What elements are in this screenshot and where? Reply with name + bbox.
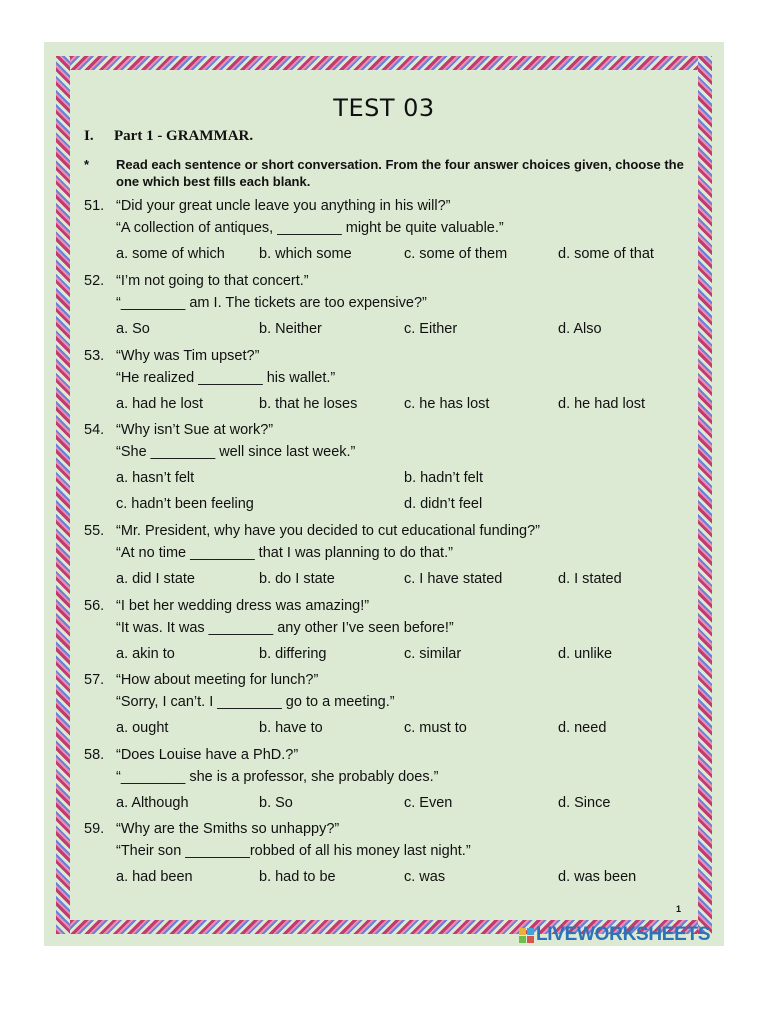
question-response: “He realized ________ his wallet.” bbox=[116, 370, 336, 386]
question-prompt: “Why was Tim upset?” bbox=[116, 348, 260, 364]
question-response: “At no time ________ that I was planning to do that.” bbox=[116, 545, 453, 561]
question-response: “________ am I. The tickets are too expensive?” bbox=[116, 295, 427, 311]
answer-option-b[interactable]: b. that he loses bbox=[259, 396, 358, 412]
question-prompt: “Does Louise have a PhD.?” bbox=[116, 747, 299, 763]
question-number: 51. bbox=[84, 198, 105, 214]
answer-option-d[interactable]: d. he had lost bbox=[558, 396, 646, 412]
answer-option-c[interactable]: c. must to bbox=[404, 720, 467, 736]
page-number: 1 bbox=[676, 904, 682, 914]
answer-option-a[interactable]: a. had he lost bbox=[116, 396, 204, 412]
answer-option-a[interactable]: a. ought bbox=[116, 720, 169, 736]
question-number: 55. bbox=[84, 523, 105, 539]
question-response: “________ she is a professor, she probably does.” bbox=[116, 769, 439, 785]
answer-option-d[interactable]: d. I stated bbox=[558, 571, 622, 587]
answer-option-b[interactable]: b. had to be bbox=[259, 869, 336, 885]
answer-option-c[interactable]: c. Even bbox=[404, 795, 453, 811]
question-response: “It was. It was ________ any other I’ve seen before!” bbox=[116, 620, 454, 636]
question-response: “A collection of antiques, ________ might be quite valuable.” bbox=[116, 220, 504, 236]
question-response: “Their son ________robbed of all his money last night.” bbox=[116, 843, 471, 859]
answer-option-d[interactable]: d. Since bbox=[558, 795, 611, 811]
question-prompt: “Mr. President, why have you decided to cut educational funding?” bbox=[116, 523, 540, 539]
answer-option-a[interactable]: a. did I state bbox=[116, 571, 195, 587]
answer-option-b[interactable]: b. have to bbox=[259, 720, 323, 736]
answer-option-b[interactable]: b. So bbox=[259, 795, 293, 811]
answer-option-a[interactable]: a. So bbox=[116, 321, 150, 337]
answer-option-d[interactable]: d. some of that bbox=[558, 246, 654, 262]
question-prompt: “Why are the Smiths so unhappy?” bbox=[116, 821, 340, 837]
answer-option-d[interactable]: d. Also bbox=[558, 321, 602, 337]
page-title: TEST 03 bbox=[333, 94, 435, 122]
answer-option-b[interactable]: b. do I state bbox=[259, 571, 335, 587]
question-prompt: “How about meeting for lunch?” bbox=[116, 672, 319, 688]
answer-option-c[interactable]: c. I have stated bbox=[404, 571, 503, 587]
watermark-text: LIVEWORKSHEETS bbox=[536, 924, 711, 945]
answer-option-d[interactable]: d. didn’t feel bbox=[404, 496, 483, 512]
answer-option-a[interactable]: a. hasn’t felt bbox=[116, 470, 195, 486]
answer-option-a[interactable]: a. some of which bbox=[116, 246, 225, 262]
section-heading bbox=[84, 128, 253, 145]
answer-option-c[interactable]: c. was bbox=[404, 869, 446, 885]
answer-option-c[interactable]: c. he has lost bbox=[404, 396, 490, 412]
answer-option-d[interactable]: d. need bbox=[558, 720, 607, 736]
section-numeral: I. bbox=[84, 128, 94, 144]
answer-option-a[interactable]: a. Although bbox=[116, 795, 189, 811]
question-response: “Sorry, I can’t. I ________ go to a meeting.” bbox=[116, 694, 395, 710]
answer-option-c[interactable]: c. hadn’t been feeling bbox=[116, 496, 254, 512]
answer-option-a[interactable]: a. akin to bbox=[116, 646, 175, 662]
question-prompt: “Did your great uncle leave you anything in his will?” bbox=[116, 198, 451, 214]
answer-option-c[interactable]: c. some of them bbox=[404, 246, 508, 262]
question-number: 57. bbox=[84, 672, 105, 688]
question-prompt: “Why isn’t Sue at work?” bbox=[116, 422, 274, 438]
decorative-border-top bbox=[56, 56, 712, 70]
section-label: Part 1 - GRAMMAR. bbox=[114, 128, 254, 144]
watermark bbox=[518, 924, 710, 946]
question-number: 58. bbox=[84, 747, 105, 763]
question-response: “She ________ well since last week.” bbox=[116, 444, 356, 460]
answer-option-c[interactable]: c. similar bbox=[404, 646, 462, 662]
instruction-text: Read each sentence or short conversation. From the four answer choices given, choose the one which best fills each blank. bbox=[116, 157, 684, 189]
question-prompt: “I bet her wedding dress was amazing!” bbox=[116, 598, 370, 614]
answer-option-b[interactable]: b. hadn’t felt bbox=[404, 470, 483, 486]
decorative-border-right bbox=[698, 56, 712, 934]
question-number: 54. bbox=[84, 422, 105, 438]
decorative-border-left bbox=[56, 56, 70, 934]
answer-option-d[interactable]: d. unlike bbox=[558, 646, 613, 662]
question-number: 53. bbox=[84, 348, 105, 364]
answer-option-b[interactable]: b. Neither bbox=[259, 321, 322, 337]
answer-option-a[interactable]: a. had been bbox=[116, 869, 193, 885]
instruction-marker: * bbox=[84, 157, 90, 172]
question-prompt: “I’m not going to that concert.” bbox=[116, 273, 309, 289]
question-number: 59. bbox=[84, 821, 105, 837]
answer-option-b[interactable]: b. differing bbox=[259, 646, 327, 662]
answer-option-c[interactable]: c. Either bbox=[404, 321, 458, 337]
answer-option-d[interactable]: d. was been bbox=[558, 869, 637, 885]
question-number: 56. bbox=[84, 598, 105, 614]
question-number: 52. bbox=[84, 273, 105, 289]
answer-option-b[interactable]: b. which some bbox=[259, 246, 352, 262]
